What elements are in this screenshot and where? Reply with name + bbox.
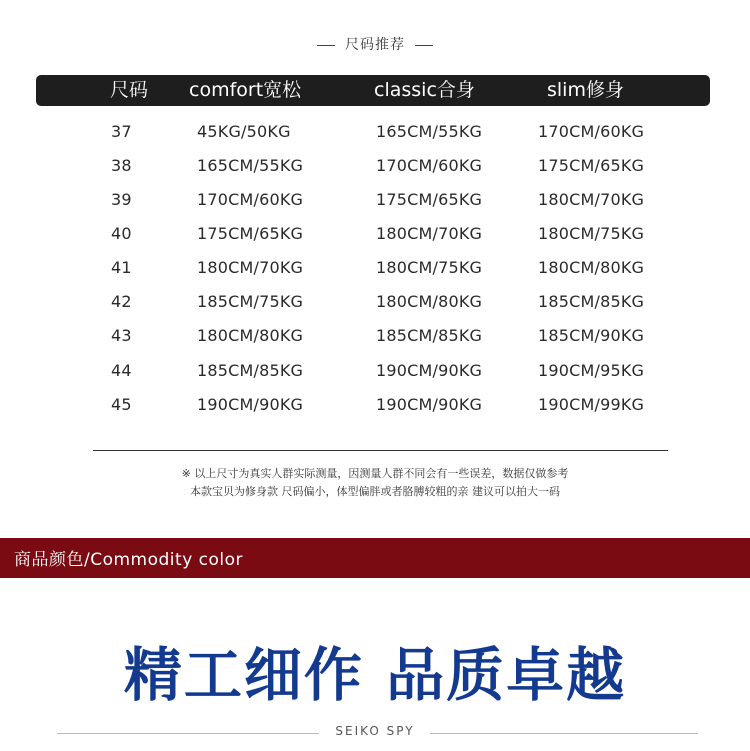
cell-size: 43 xyxy=(111,326,132,345)
table-divider xyxy=(93,450,668,451)
cell-classic: 185CM/85KG xyxy=(376,326,483,345)
title-dash-right xyxy=(415,45,433,46)
cell-comfort: 185CM/85KG xyxy=(197,361,304,380)
cell-slim: 180CM/70KG xyxy=(538,190,645,209)
cell-slim: 185CM/90KG xyxy=(538,326,645,345)
section-title-text: 尺码推荐 xyxy=(345,37,405,53)
cell-slim: 180CM/75KG xyxy=(538,224,645,243)
header-size: 尺码 xyxy=(110,79,149,101)
header-comfort: comfort宽松 xyxy=(189,79,302,101)
cell-classic: 180CM/70KG xyxy=(376,224,483,243)
table-row xyxy=(0,224,750,254)
cell-comfort: 180CM/70KG xyxy=(197,258,304,277)
cell-classic: 180CM/80KG xyxy=(376,292,483,311)
cell-slim: 175CM/65KG xyxy=(538,156,645,175)
cell-classic: 170CM/60KG xyxy=(376,156,483,175)
cell-size: 37 xyxy=(111,122,132,141)
table-row xyxy=(0,122,750,152)
cell-comfort: 185CM/75KG xyxy=(197,292,304,311)
cell-slim: 185CM/85KG xyxy=(538,292,645,311)
cell-classic: 165CM/55KG xyxy=(376,122,483,141)
cell-comfort: 190CM/90KG xyxy=(197,395,304,414)
commodity-color-label: 商品颜色/Commodity color xyxy=(14,550,244,570)
header-slim: slim修身 xyxy=(547,79,624,101)
cell-slim: 180CM/80KG xyxy=(538,258,645,277)
cell-comfort: 45KG/50KG xyxy=(197,122,291,141)
cell-comfort: 170CM/60KG xyxy=(197,190,304,209)
cell-size: 39 xyxy=(111,190,132,209)
cell-slim: 190CM/95KG xyxy=(538,361,645,380)
cell-size: 41 xyxy=(111,258,132,277)
cell-size: 40 xyxy=(111,224,132,243)
cell-comfort: 165CM/55KG xyxy=(197,156,304,175)
cell-size: 45 xyxy=(111,395,132,414)
cell-size: 44 xyxy=(111,361,132,380)
cell-comfort: 180CM/80KG xyxy=(197,326,304,345)
measurement-note: ※ 以上尺寸为真实人群实际测量，因测量人群不同会有一些误差，数据仅做参考 xyxy=(181,467,569,480)
slogan-heading: 精工细作 品质卓越 xyxy=(123,641,627,709)
cell-size: 38 xyxy=(111,156,132,175)
cell-size: 42 xyxy=(111,292,132,311)
cell-comfort: 175CM/65KG xyxy=(197,224,304,243)
fit-note: 本款宝贝为修身款 尺码偏小，体型偏胖或者胳膊较粗的亲 建议可以拍大一码 xyxy=(190,485,560,498)
commodity-color-banner xyxy=(0,538,750,578)
cell-classic: 190CM/90KG xyxy=(376,361,483,380)
cell-classic: 180CM/75KG xyxy=(376,258,483,277)
table-row xyxy=(0,258,750,288)
brand-name: SEIKO SPY xyxy=(335,724,415,738)
cell-classic: 175CM/65KG xyxy=(376,190,483,209)
cell-classic: 190CM/90KG xyxy=(376,395,483,414)
cell-slim: 190CM/99KG xyxy=(538,395,645,414)
table-row xyxy=(0,361,750,391)
cell-slim: 170CM/60KG xyxy=(538,122,645,141)
table-row xyxy=(0,395,750,425)
title-dash-left xyxy=(317,45,335,46)
size-table-header xyxy=(36,75,710,106)
table-row xyxy=(0,326,750,356)
section-title xyxy=(0,34,750,54)
table-row xyxy=(0,156,750,186)
table-row xyxy=(0,190,750,220)
header-classic: classic合身 xyxy=(374,79,475,101)
table-row xyxy=(0,292,750,322)
